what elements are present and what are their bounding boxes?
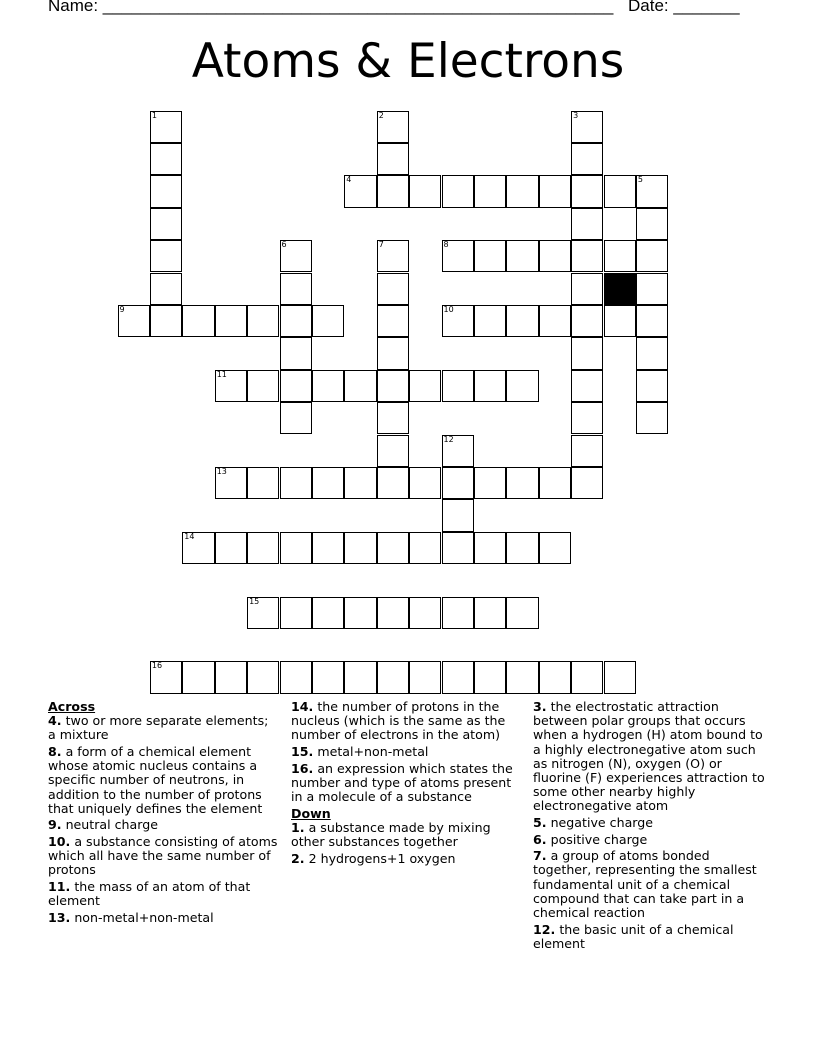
- answer-cell[interactable]: [247, 597, 279, 629]
- answer-cell[interactable]: [474, 240, 506, 272]
- answer-cell[interactable]: [442, 661, 474, 693]
- answer-cell[interactable]: [442, 597, 474, 629]
- answer-cell[interactable]: [377, 597, 409, 629]
- answer-cell[interactable]: [636, 402, 668, 434]
- answer-cell[interactable]: [280, 240, 312, 272]
- answer-cell[interactable]: [571, 240, 603, 272]
- answer-cell[interactable]: [604, 240, 636, 272]
- answer-cell[interactable]: [312, 597, 344, 629]
- answer-cell[interactable]: [150, 240, 182, 272]
- answer-cell[interactable]: [571, 402, 603, 434]
- clue-number: 7: [378, 240, 384, 250]
- answer-cell[interactable]: [474, 532, 506, 564]
- answer-cell[interactable]: [539, 240, 571, 272]
- clue-number: 4: [346, 175, 352, 185]
- clue-across-10: 10. a substance consisting of atoms which all have the same number of protons: [48, 834, 278, 878]
- answer-cell[interactable]: [215, 532, 247, 564]
- clue-number: 2: [378, 110, 384, 120]
- answer-cell[interactable]: [377, 111, 409, 143]
- answer-cell[interactable]: [215, 305, 247, 337]
- answer-cell[interactable]: [636, 273, 668, 305]
- answer-cell[interactable]: [442, 499, 474, 531]
- answer-cell[interactable]: [571, 175, 603, 207]
- clue-across-13: 13. non-metal+non-metal: [48, 909, 214, 925]
- answer-cell[interactable]: [377, 175, 409, 207]
- clue-number: 11: [216, 369, 227, 379]
- clue-down-3: 3. the electrostatic attraction between polar groups that occurs when a hydrogen (H) atom bound to a highly electronegative atom such as nitrogen (N), oxygen (O) or fluorine (F) experiences attraction to some other nearby highly electronegative atom: [533, 699, 765, 814]
- answer-cell[interactable]: [247, 467, 279, 499]
- answer-cell[interactable]: [247, 305, 279, 337]
- clue-down-1: 1. a substance made by mixing other substances together: [291, 819, 491, 849]
- answer-cell[interactable]: [442, 532, 474, 564]
- answer-cell[interactable]: [474, 661, 506, 693]
- answer-cell[interactable]: [247, 661, 279, 693]
- answer-cell[interactable]: [150, 143, 182, 175]
- down-heading: Down: [291, 805, 331, 821]
- answer-cell[interactable]: [377, 402, 409, 434]
- answer-cell[interactable]: [247, 370, 279, 402]
- answer-cell[interactable]: [215, 467, 247, 499]
- answer-cell[interactable]: [571, 661, 603, 693]
- answer-cell[interactable]: [150, 175, 182, 207]
- answer-cell[interactable]: [118, 305, 150, 337]
- answer-cell[interactable]: [506, 240, 538, 272]
- clue-across-11: 11. the mass of an atom of that element: [48, 879, 251, 909]
- answer-cell[interactable]: [506, 305, 538, 337]
- answer-cell[interactable]: [312, 467, 344, 499]
- answer-cell[interactable]: [377, 370, 409, 402]
- answer-cell[interactable]: [409, 661, 441, 693]
- clue-down-6: 6. positive charge: [533, 831, 648, 847]
- answer-cell[interactable]: [409, 532, 441, 564]
- answer-cell[interactable]: [215, 370, 247, 402]
- answer-cell[interactable]: [344, 597, 376, 629]
- answer-cell[interactable]: [280, 337, 312, 369]
- clue-across-9: 9. neutral charge: [48, 817, 158, 833]
- answer-cell[interactable]: [571, 208, 603, 240]
- answer-cell[interactable]: [474, 467, 506, 499]
- answer-cell[interactable]: [571, 435, 603, 467]
- answer-cell[interactable]: [344, 661, 376, 693]
- clue-across-16: 16. an expression which states the number and type of atoms present in a molecule of a substance: [291, 760, 513, 804]
- answer-cell[interactable]: [474, 305, 506, 337]
- answer-cell[interactable]: [442, 240, 474, 272]
- answer-cell[interactable]: [506, 597, 538, 629]
- answer-cell[interactable]: [150, 273, 182, 305]
- answer-cell[interactable]: [344, 467, 376, 499]
- clue-number: 12: [443, 434, 454, 444]
- answer-cell[interactable]: [344, 175, 376, 207]
- clue-down-12: 12. the basic unit of a chemical element: [533, 921, 734, 951]
- answer-cell[interactable]: [506, 661, 538, 693]
- answer-cell[interactable]: [409, 175, 441, 207]
- answer-cell[interactable]: [636, 337, 668, 369]
- answer-cell[interactable]: [474, 597, 506, 629]
- answer-cell[interactable]: [280, 532, 312, 564]
- answer-cell[interactable]: [636, 175, 668, 207]
- answer-cell[interactable]: [312, 532, 344, 564]
- answer-cell[interactable]: [377, 143, 409, 175]
- answer-cell[interactable]: [377, 337, 409, 369]
- answer-cell[interactable]: [377, 532, 409, 564]
- answer-cell[interactable]: [636, 370, 668, 402]
- answer-cell[interactable]: [280, 273, 312, 305]
- answer-cell[interactable]: [571, 143, 603, 175]
- answer-cell[interactable]: [442, 175, 474, 207]
- clue-across-8: 8. a form of a chemical element whose atomic nucleus contains a specific number of neutrons, in addition to the number of protons that uniquely defines the element: [48, 744, 263, 816]
- clues-column-2: [291, 700, 523, 868]
- answer-cell[interactable]: [409, 370, 441, 402]
- answer-cell[interactable]: [150, 661, 182, 693]
- answer-cell[interactable]: [571, 370, 603, 402]
- answer-cell[interactable]: [312, 370, 344, 402]
- answer-cell[interactable]: [506, 175, 538, 207]
- answer-cell[interactable]: [280, 467, 312, 499]
- answer-cell[interactable]: [409, 597, 441, 629]
- clue-number: 1: [151, 110, 157, 120]
- answer-cell[interactable]: [344, 370, 376, 402]
- answer-cell[interactable]: [280, 402, 312, 434]
- answer-cell[interactable]: [182, 532, 214, 564]
- across-heading: Across: [48, 699, 96, 714]
- page-title: Atoms & Electrons: [191, 34, 625, 89]
- clue-down-7: 7. a group of atoms bonded together, representing the smallest fundamental unit of a chemical compound that can take part in a chemical reaction: [533, 848, 757, 921]
- clue-number: 5: [637, 175, 643, 185]
- answer-cell[interactable]: [442, 305, 474, 337]
- answer-cell[interactable]: [377, 435, 409, 467]
- clue-number: 9: [119, 304, 125, 314]
- answer-cell[interactable]: [636, 208, 668, 240]
- date-field-label: Date: _______: [628, 0, 740, 15]
- clue-number: 8: [443, 240, 449, 250]
- answer-cell[interactable]: [182, 305, 214, 337]
- answer-cell[interactable]: [571, 467, 603, 499]
- answer-cell[interactable]: [312, 305, 344, 337]
- answer-cell[interactable]: [539, 305, 571, 337]
- answer-cell[interactable]: [280, 370, 312, 402]
- clue-across-15: 15. metal+non-metal: [291, 744, 429, 759]
- answer-cell[interactable]: [377, 273, 409, 305]
- clue-number: 16: [151, 661, 163, 671]
- clue-number: 13: [216, 466, 227, 476]
- answer-cell[interactable]: [571, 337, 603, 369]
- answer-cell[interactable]: [377, 240, 409, 272]
- answer-cell[interactable]: [377, 305, 409, 337]
- answer-cell[interactable]: [604, 175, 636, 207]
- answer-cell[interactable]: [474, 370, 506, 402]
- answer-cell[interactable]: [344, 532, 376, 564]
- clues-column-1: [48, 700, 280, 927]
- answer-cell[interactable]: [539, 467, 571, 499]
- clue-number: 14: [184, 531, 195, 541]
- answer-cell[interactable]: [539, 532, 571, 564]
- answer-cell[interactable]: [442, 370, 474, 402]
- answer-cell[interactable]: [150, 208, 182, 240]
- answer-cell[interactable]: [474, 175, 506, 207]
- clue-number: 3: [573, 110, 579, 120]
- clues-column-3: [533, 700, 771, 953]
- clue-number: 10: [443, 304, 454, 314]
- answer-cell[interactable]: [636, 305, 668, 337]
- name-field-label: Name: ______________________________________________________: [48, 0, 614, 15]
- answer-cell[interactable]: [150, 305, 182, 337]
- answer-cell[interactable]: [377, 661, 409, 693]
- answer-cell[interactable]: [571, 305, 603, 337]
- answer-cell[interactable]: [442, 467, 474, 499]
- answer-cell[interactable]: [539, 661, 571, 693]
- answer-cell[interactable]: [377, 467, 409, 499]
- answer-cell[interactable]: [409, 467, 441, 499]
- answer-cell[interactable]: [571, 273, 603, 305]
- answer-cell[interactable]: [280, 661, 312, 693]
- answer-cell[interactable]: [150, 111, 182, 143]
- answer-cell[interactable]: [506, 370, 538, 402]
- answer-cell[interactable]: [280, 597, 312, 629]
- answer-cell[interactable]: [247, 532, 279, 564]
- answer-cell[interactable]: [604, 305, 636, 337]
- clue-number: 6: [281, 240, 287, 250]
- clue-down-2: 2. 2 hydrogens+1 oxygen: [291, 850, 456, 866]
- answer-cell[interactable]: [506, 467, 538, 499]
- answer-cell[interactable]: [442, 435, 474, 467]
- answer-cell[interactable]: [571, 111, 603, 143]
- clue-across-4: 4. two or more separate elements; a mixture: [48, 713, 269, 743]
- answer-cell[interactable]: [280, 305, 312, 337]
- answer-cell[interactable]: [604, 661, 636, 693]
- clue-number: 15: [249, 596, 260, 606]
- answer-cell[interactable]: [636, 240, 668, 272]
- answer-cell[interactable]: [215, 661, 247, 693]
- answer-cell[interactable]: [312, 661, 344, 693]
- clue-down-5: 5. negative charge: [533, 815, 653, 831]
- answer-cell[interactable]: [506, 532, 538, 564]
- answer-cell[interactable]: [182, 661, 214, 693]
- answer-cell[interactable]: [539, 175, 571, 207]
- clue-across-14: 14. the number of protons in the nucleus (which is the same as the number of electrons in the atom): [291, 699, 506, 743]
- black-square: [604, 273, 636, 305]
